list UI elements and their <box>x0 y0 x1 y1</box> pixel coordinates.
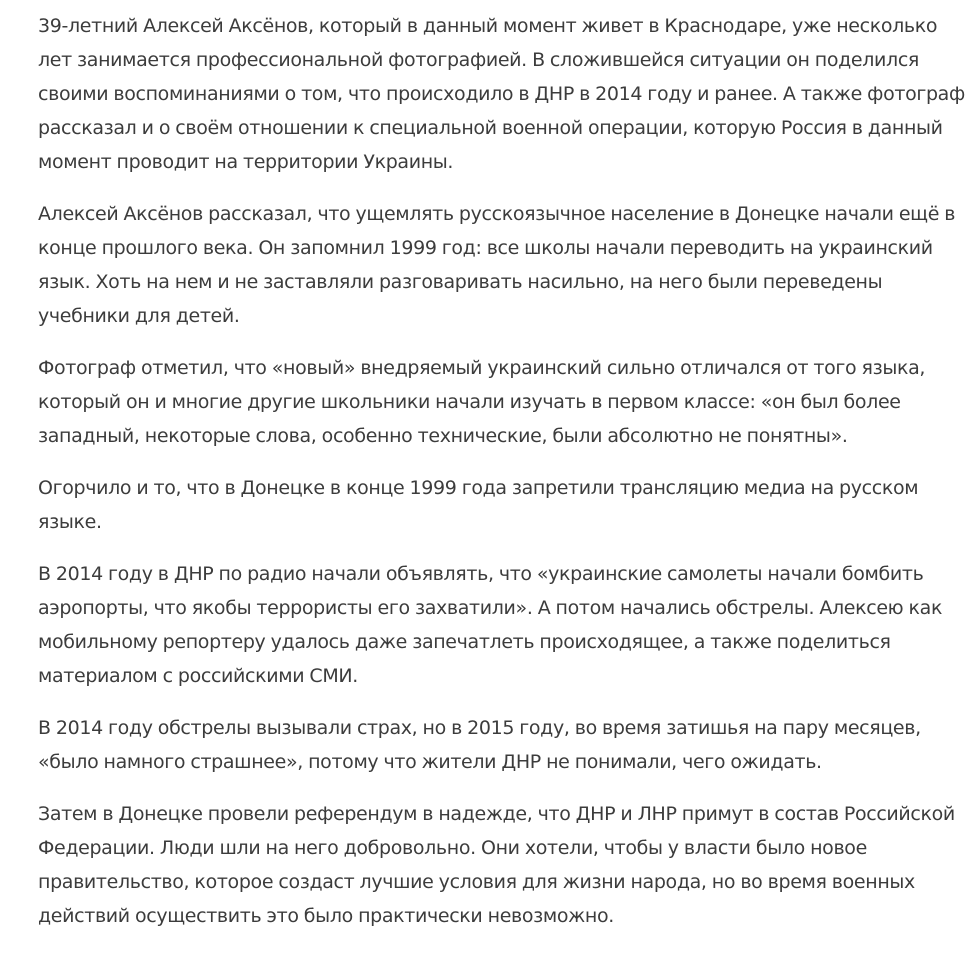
article-paragraph-6: В 2014 году обстрелы вызывали страх, но в 2015 году, во время затишья на пару месяцев, «было намного страшнее», потому что жители ДНР не понимали, чего ожидать. <box>38 717 921 773</box>
article-paragraph-7: Затем в Донецке провели референдум в надежде, что ДНР и ЛНР примут в состав Российской Федерации. Люди шли на него добровольно. Они хотели, чтобы у власти было новое правительство, которое создаст лучшие условия для жизни народа, но во время военных действий осуществить это было практически невозможно. <box>38 803 955 927</box>
article-paragraph-4: Огорчило и то, что в Донецке в конце 1999 года запретили трансляцию медиа на русском языке. <box>38 477 919 533</box>
article-paragraph-1: 39-летний Алексей Аксёнов, который в данный момент живет в Краснодаре, уже несколько лет занимается профессиональной фотографией. В сложившейся ситуации он поделился своими воспоминаниями о том, что происходило в ДНР в 2014 году и ранее. А также фотограф рассказал и о своём отношении к специальной военной операции, которую Россия в данный момент проводит на территории Украины. <box>38 15 965 173</box>
article-paragraph-2: Алексей Аксёнов рассказал, что ущемлять русскоязычное население в Донецке начали ещё в конце прошлого века. Он запомнил 1999 год: все школы начали переводить на украинский язык. Хоть на нем и не заставляли разговаривать насильно, на него были переведены учебники для детей. <box>38 203 956 327</box>
article-paragraph-5: В 2014 году в ДНР по радио начали объявлять, что «украинские самолеты начали бомбить аэропорты, что якобы террористы его захватили». А потом начались обстрелы. Алексею как мобильному репортеру удалось даже запечатлеть происходящее, а также поделиться материалом с российскими СМИ. <box>38 563 943 687</box>
article-paragraph-3: Фотограф отметил, что «новый» внедряемый украинский сильно отличался от того языка, который он и многие другие школьники начали изучать в первом классе: «он был более западный, некоторые слова, особенно технические, были абсолютно не понятны». <box>38 357 926 447</box>
article-body <box>38 9 966 951</box>
